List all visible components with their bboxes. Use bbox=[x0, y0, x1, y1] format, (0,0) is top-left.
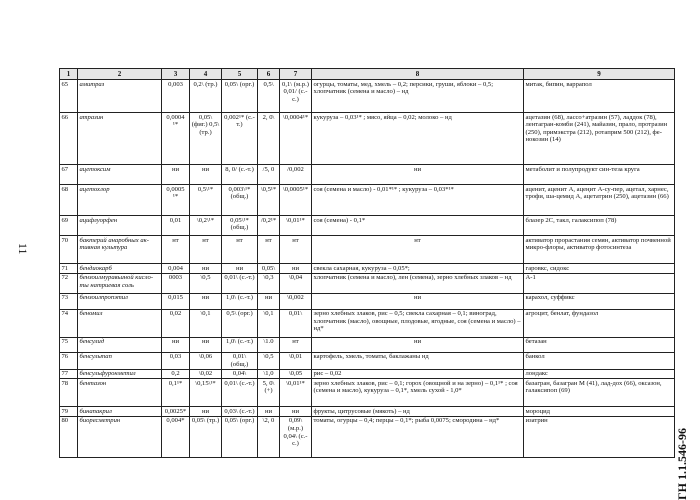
table-row bbox=[60, 352, 675, 369]
substance-name: атразин bbox=[78, 113, 162, 165]
value-col-3: 0,0004 ¹* bbox=[162, 113, 190, 165]
table-row bbox=[60, 407, 675, 417]
value-col-6: \0,3 bbox=[258, 273, 280, 293]
value-col-4: \0,06 bbox=[190, 352, 222, 369]
value-col-7: \0,0005¹* bbox=[280, 185, 312, 216]
value-col-5: ни bbox=[222, 264, 258, 274]
row-number: 79 bbox=[60, 407, 78, 417]
crop-limits: хлопчатник (семена и масло), лен (семена), зерно хлебных злаков – нд bbox=[312, 273, 524, 293]
value-col-7: \0,002 bbox=[280, 293, 312, 309]
value-col-3: 0,1¹* bbox=[162, 379, 190, 407]
substance-name: бентазон bbox=[78, 379, 162, 407]
column-header: 6 bbox=[258, 69, 280, 80]
value-col-4: \0,2\¹* bbox=[190, 216, 222, 236]
trade-names: активатор прорастания семян, активатор почвенной микро-флоры, активатор фотосинтеза bbox=[524, 236, 675, 264]
value-col-7: 0,01\ bbox=[280, 309, 312, 337]
value-col-7: /0,002 bbox=[280, 165, 312, 185]
table-row bbox=[60, 309, 675, 337]
value-col-3: 0,02 bbox=[162, 309, 190, 337]
crop-limits: ни bbox=[312, 337, 524, 352]
column-header: 8 bbox=[312, 69, 524, 80]
value-col-4: ни bbox=[190, 407, 222, 417]
crop-limits: ни bbox=[312, 293, 524, 309]
row-number: 78 bbox=[60, 379, 78, 407]
crop-limits: соя (семена и масло) - 0,01*¹* ; кукуруза – 0,03*¹* bbox=[312, 185, 524, 216]
substance-name: ацифлуорфен bbox=[78, 216, 162, 236]
value-col-3: 0,2 bbox=[162, 369, 190, 379]
substance-name: бензоилпропэтил bbox=[78, 293, 162, 309]
table-row bbox=[60, 369, 675, 379]
substance-name: бенсультап bbox=[78, 352, 162, 369]
row-number: 68 bbox=[60, 185, 78, 216]
table-row bbox=[60, 337, 675, 352]
substance-name: бактерий анаробных ак-тивная культура bbox=[78, 236, 162, 264]
trade-names: агроцит, бенлат, фундазол bbox=[524, 309, 675, 337]
table-row bbox=[60, 379, 675, 407]
value-col-5: 0,05\ (орг.) bbox=[222, 416, 258, 457]
value-col-5: нт bbox=[222, 236, 258, 264]
value-col-5: 0,5\ (орг.) bbox=[222, 309, 258, 337]
value-col-3: 0,003 bbox=[162, 80, 190, 113]
table-row bbox=[60, 273, 675, 293]
value-col-6: ни bbox=[258, 407, 280, 417]
trade-names: метаболит и полупродукт син-теза круга bbox=[524, 165, 675, 185]
row-number: 66 bbox=[60, 113, 78, 165]
column-header: 9 bbox=[524, 69, 675, 80]
crop-limits: ни bbox=[312, 165, 524, 185]
column-header: 3 bbox=[162, 69, 190, 80]
value-col-7: \0,05 bbox=[280, 369, 312, 379]
row-number: 73 bbox=[60, 293, 78, 309]
trade-names: ацетазин (68), лассо+атразин (57), ладдок (78), лентагран-комби (241), майазин, прало, протразин (250), примэкстра (212), ротаприм 500 (212), фе-нокозин (14) bbox=[524, 113, 675, 165]
trade-names: бетазан bbox=[524, 337, 675, 352]
table-row bbox=[60, 264, 675, 274]
crop-limits: кукуруза – 0,03¹* ; мясо, яйца – 0,02; молоко – нд bbox=[312, 113, 524, 165]
value-col-5: 0,05\¹* (общ.) bbox=[222, 216, 258, 236]
substance-name: ацетохлор bbox=[78, 185, 162, 216]
row-number: 71 bbox=[60, 264, 78, 274]
value-col-4: 0,05\ (тр.) bbox=[190, 416, 222, 457]
row-number: 69 bbox=[60, 216, 78, 236]
trade-names: гаровкс, сидокс bbox=[524, 264, 675, 274]
value-col-3: 0,0005 ¹* bbox=[162, 185, 190, 216]
value-col-7: \0,01¹* bbox=[280, 379, 312, 407]
row-number: 70 bbox=[60, 236, 78, 264]
value-col-4: нт bbox=[190, 236, 222, 264]
column-header: 1 bbox=[60, 69, 78, 80]
value-col-6: нт bbox=[258, 236, 280, 264]
value-col-5: 0,03\ (с.-т.) bbox=[222, 407, 258, 417]
value-col-7: 0,1\ (м.р.) 0,01/ (с.-с.) bbox=[280, 80, 312, 113]
value-col-5: 0,04\ bbox=[222, 369, 258, 379]
column-header: 5 bbox=[222, 69, 258, 80]
value-col-5: 1,0\ (с.-т.) bbox=[222, 337, 258, 352]
value-col-6: \2, 0 bbox=[258, 416, 280, 457]
substance-name: бинапакрил bbox=[78, 407, 162, 417]
crop-limits: картофель, хмель, томаты, баклажаны нд bbox=[312, 352, 524, 369]
row-number: 75 bbox=[60, 337, 78, 352]
value-col-4: ни bbox=[190, 337, 222, 352]
value-col-7: \0,04 bbox=[280, 273, 312, 293]
trade-names: мороцид bbox=[524, 407, 675, 417]
value-col-6: \1.0 bbox=[258, 337, 280, 352]
crop-limits: рис – 0,02 bbox=[312, 369, 524, 379]
value-col-6: \0,5¹* bbox=[258, 185, 280, 216]
value-col-3: ни bbox=[162, 337, 190, 352]
crop-limits: свекла сахарная, кукуруза – 0,05*; bbox=[312, 264, 524, 274]
trade-names: А-1 bbox=[524, 273, 675, 293]
value-col-3: 0,004* bbox=[162, 416, 190, 457]
value-col-3: 0,004 bbox=[162, 264, 190, 274]
trade-names: изатрин bbox=[524, 416, 675, 457]
value-col-7: ни bbox=[280, 264, 312, 274]
value-col-7: нт bbox=[280, 337, 312, 352]
substance-name: амитраз bbox=[78, 80, 162, 113]
value-col-5: 8, 0/ (с.-т.) bbox=[222, 165, 258, 185]
table-row bbox=[60, 165, 675, 185]
value-col-3: ни bbox=[162, 165, 190, 185]
crop-limits: соя (семена) - 0,1* bbox=[312, 216, 524, 236]
table-row bbox=[60, 236, 675, 264]
row-number: 65 bbox=[60, 80, 78, 113]
substance-name: бенсулид bbox=[78, 337, 162, 352]
trade-names: карахол, суффикс bbox=[524, 293, 675, 309]
table-row bbox=[60, 293, 675, 309]
value-col-4: \0,15\¹* bbox=[190, 379, 222, 407]
value-col-7: 0,09\ (м.р.) 0,04\ (с.- с.) bbox=[280, 416, 312, 457]
value-col-5: 0,01\ (с.-т.) bbox=[222, 379, 258, 407]
value-col-7: \0,01 bbox=[280, 352, 312, 369]
row-number: 74 bbox=[60, 309, 78, 337]
table-row bbox=[60, 80, 675, 113]
value-col-5: 0,05\ (орг.) bbox=[222, 80, 258, 113]
row-number: 76 bbox=[60, 352, 78, 369]
value-col-7: ни bbox=[280, 407, 312, 417]
crop-limits: фрукты, цитрусовые (мякоть) – нд bbox=[312, 407, 524, 417]
value-col-6: 2, 0\ bbox=[258, 113, 280, 165]
crop-limits: нт bbox=[312, 236, 524, 264]
trade-names: блазер 2С, такл, галаксипоп (78) bbox=[524, 216, 675, 236]
table-row bbox=[60, 416, 675, 457]
table-row bbox=[60, 216, 675, 236]
trade-names: митак, бипин, варрапол bbox=[524, 80, 675, 113]
value-col-4: ни bbox=[190, 293, 222, 309]
value-col-7: \0,0004¹* bbox=[280, 113, 312, 165]
value-col-6: \0,1 bbox=[258, 309, 280, 337]
trade-names: аценит, аценит А, ацеңит А-су-пер, ацетал, харнес, трофи, ша-цемид А, ацетатрин (250), ацетазин (66) bbox=[524, 185, 675, 216]
row-number: 72 bbox=[60, 273, 78, 293]
value-col-3: 0,03 bbox=[162, 352, 190, 369]
value-col-6: ни bbox=[258, 293, 280, 309]
value-col-4: ни bbox=[190, 264, 222, 274]
substance-name: бендиокарб bbox=[78, 264, 162, 274]
value-col-5: 0,003\¹* (общ.) bbox=[222, 185, 258, 216]
trade-names: банкол bbox=[524, 352, 675, 369]
trade-names: лондакс bbox=[524, 369, 675, 379]
value-col-6: /0,2¹* bbox=[258, 216, 280, 236]
value-col-3: нт bbox=[162, 236, 190, 264]
crop-limits: зерно хлебных злаков, рис – 0,5; свекла сахарная – 0,1; виноград, хлопчатник (масло), овощные, плодовые, ягодные, соя (семена и масло) – нд* bbox=[312, 309, 524, 337]
crop-limits: огурцы, томаты, мед, хмель – 0,2; персики, груши, яблоки – 0,5; хлопчатник (семена и масло) – нд bbox=[312, 80, 524, 113]
value-col-3: 0,0025* bbox=[162, 407, 190, 417]
row-number: 77 bbox=[60, 369, 78, 379]
crop-limits: томаты, огурцы – 0,4; перцы – 0,1*; рыба 0,0075; смородина – нд* bbox=[312, 416, 524, 457]
value-col-4: 0,05\ (фиг.) 0,5\ (тр.) bbox=[190, 113, 222, 165]
row-number: 80 bbox=[60, 416, 78, 457]
value-col-6: 0,5\ bbox=[258, 80, 280, 113]
value-col-5: 0,01\ (с.-т.) bbox=[222, 273, 258, 293]
value-col-4: \0,02 bbox=[190, 369, 222, 379]
substance-name: ацетоксим bbox=[78, 165, 162, 185]
value-col-7: нт bbox=[280, 236, 312, 264]
value-col-3: 0,01 bbox=[162, 216, 190, 236]
table-row bbox=[60, 185, 675, 216]
substance-name: бензоилмуравьиной кисло-ты натриевая соль bbox=[78, 273, 162, 293]
value-col-4: ни bbox=[190, 165, 222, 185]
value-col-3: 0003 bbox=[162, 273, 190, 293]
value-col-3: 0,015 bbox=[162, 293, 190, 309]
hygiene-standards-table bbox=[59, 68, 675, 458]
header-row bbox=[60, 69, 675, 80]
substance-name: бенсульфуронметил bbox=[78, 369, 162, 379]
page-number: 11 bbox=[16, 243, 30, 255]
substance-name: биоресметрин bbox=[78, 416, 162, 457]
document-code: ГН 1.1.546-96 bbox=[675, 428, 689, 500]
value-col-6: 0,05\ bbox=[258, 264, 280, 274]
value-col-6: \0,5 bbox=[258, 352, 280, 369]
crop-limits: зерно хлебных злаков, рис – 0,1; горох (овощной и на зерно) – 0,1¹* ; соя (семена и масло), кукуруза – 0,1*, хмель сухой - 1,0* bbox=[312, 379, 524, 407]
value-col-7: \0,01¹* bbox=[280, 216, 312, 236]
value-col-6: /5, 0 bbox=[258, 165, 280, 185]
value-col-6: \1,0 bbox=[258, 369, 280, 379]
value-col-5: 0,01\ (общ.) bbox=[222, 352, 258, 369]
row-number: 67 bbox=[60, 165, 78, 185]
substance-name: беномил bbox=[78, 309, 162, 337]
value-col-4: \0,1 bbox=[190, 309, 222, 337]
value-col-4: 0,2\ (тр.) bbox=[190, 80, 222, 113]
value-col-5: 1,0\ (с.-т.) bbox=[222, 293, 258, 309]
column-header: 4 bbox=[190, 69, 222, 80]
column-header: 2 bbox=[78, 69, 162, 80]
value-col-4: \0,5 bbox=[190, 273, 222, 293]
value-col-6: 5, 0\ (+) bbox=[258, 379, 280, 407]
column-header: 7 bbox=[280, 69, 312, 80]
table-row bbox=[60, 113, 675, 165]
trade-names: базагран, базагран М (41), лад-дох (66), оксазон, галаксипоп (69) bbox=[524, 379, 675, 407]
value-col-5: 0,002¹* (с.-т.) bbox=[222, 113, 258, 165]
value-col-4: 0,5\¹* bbox=[190, 185, 222, 216]
